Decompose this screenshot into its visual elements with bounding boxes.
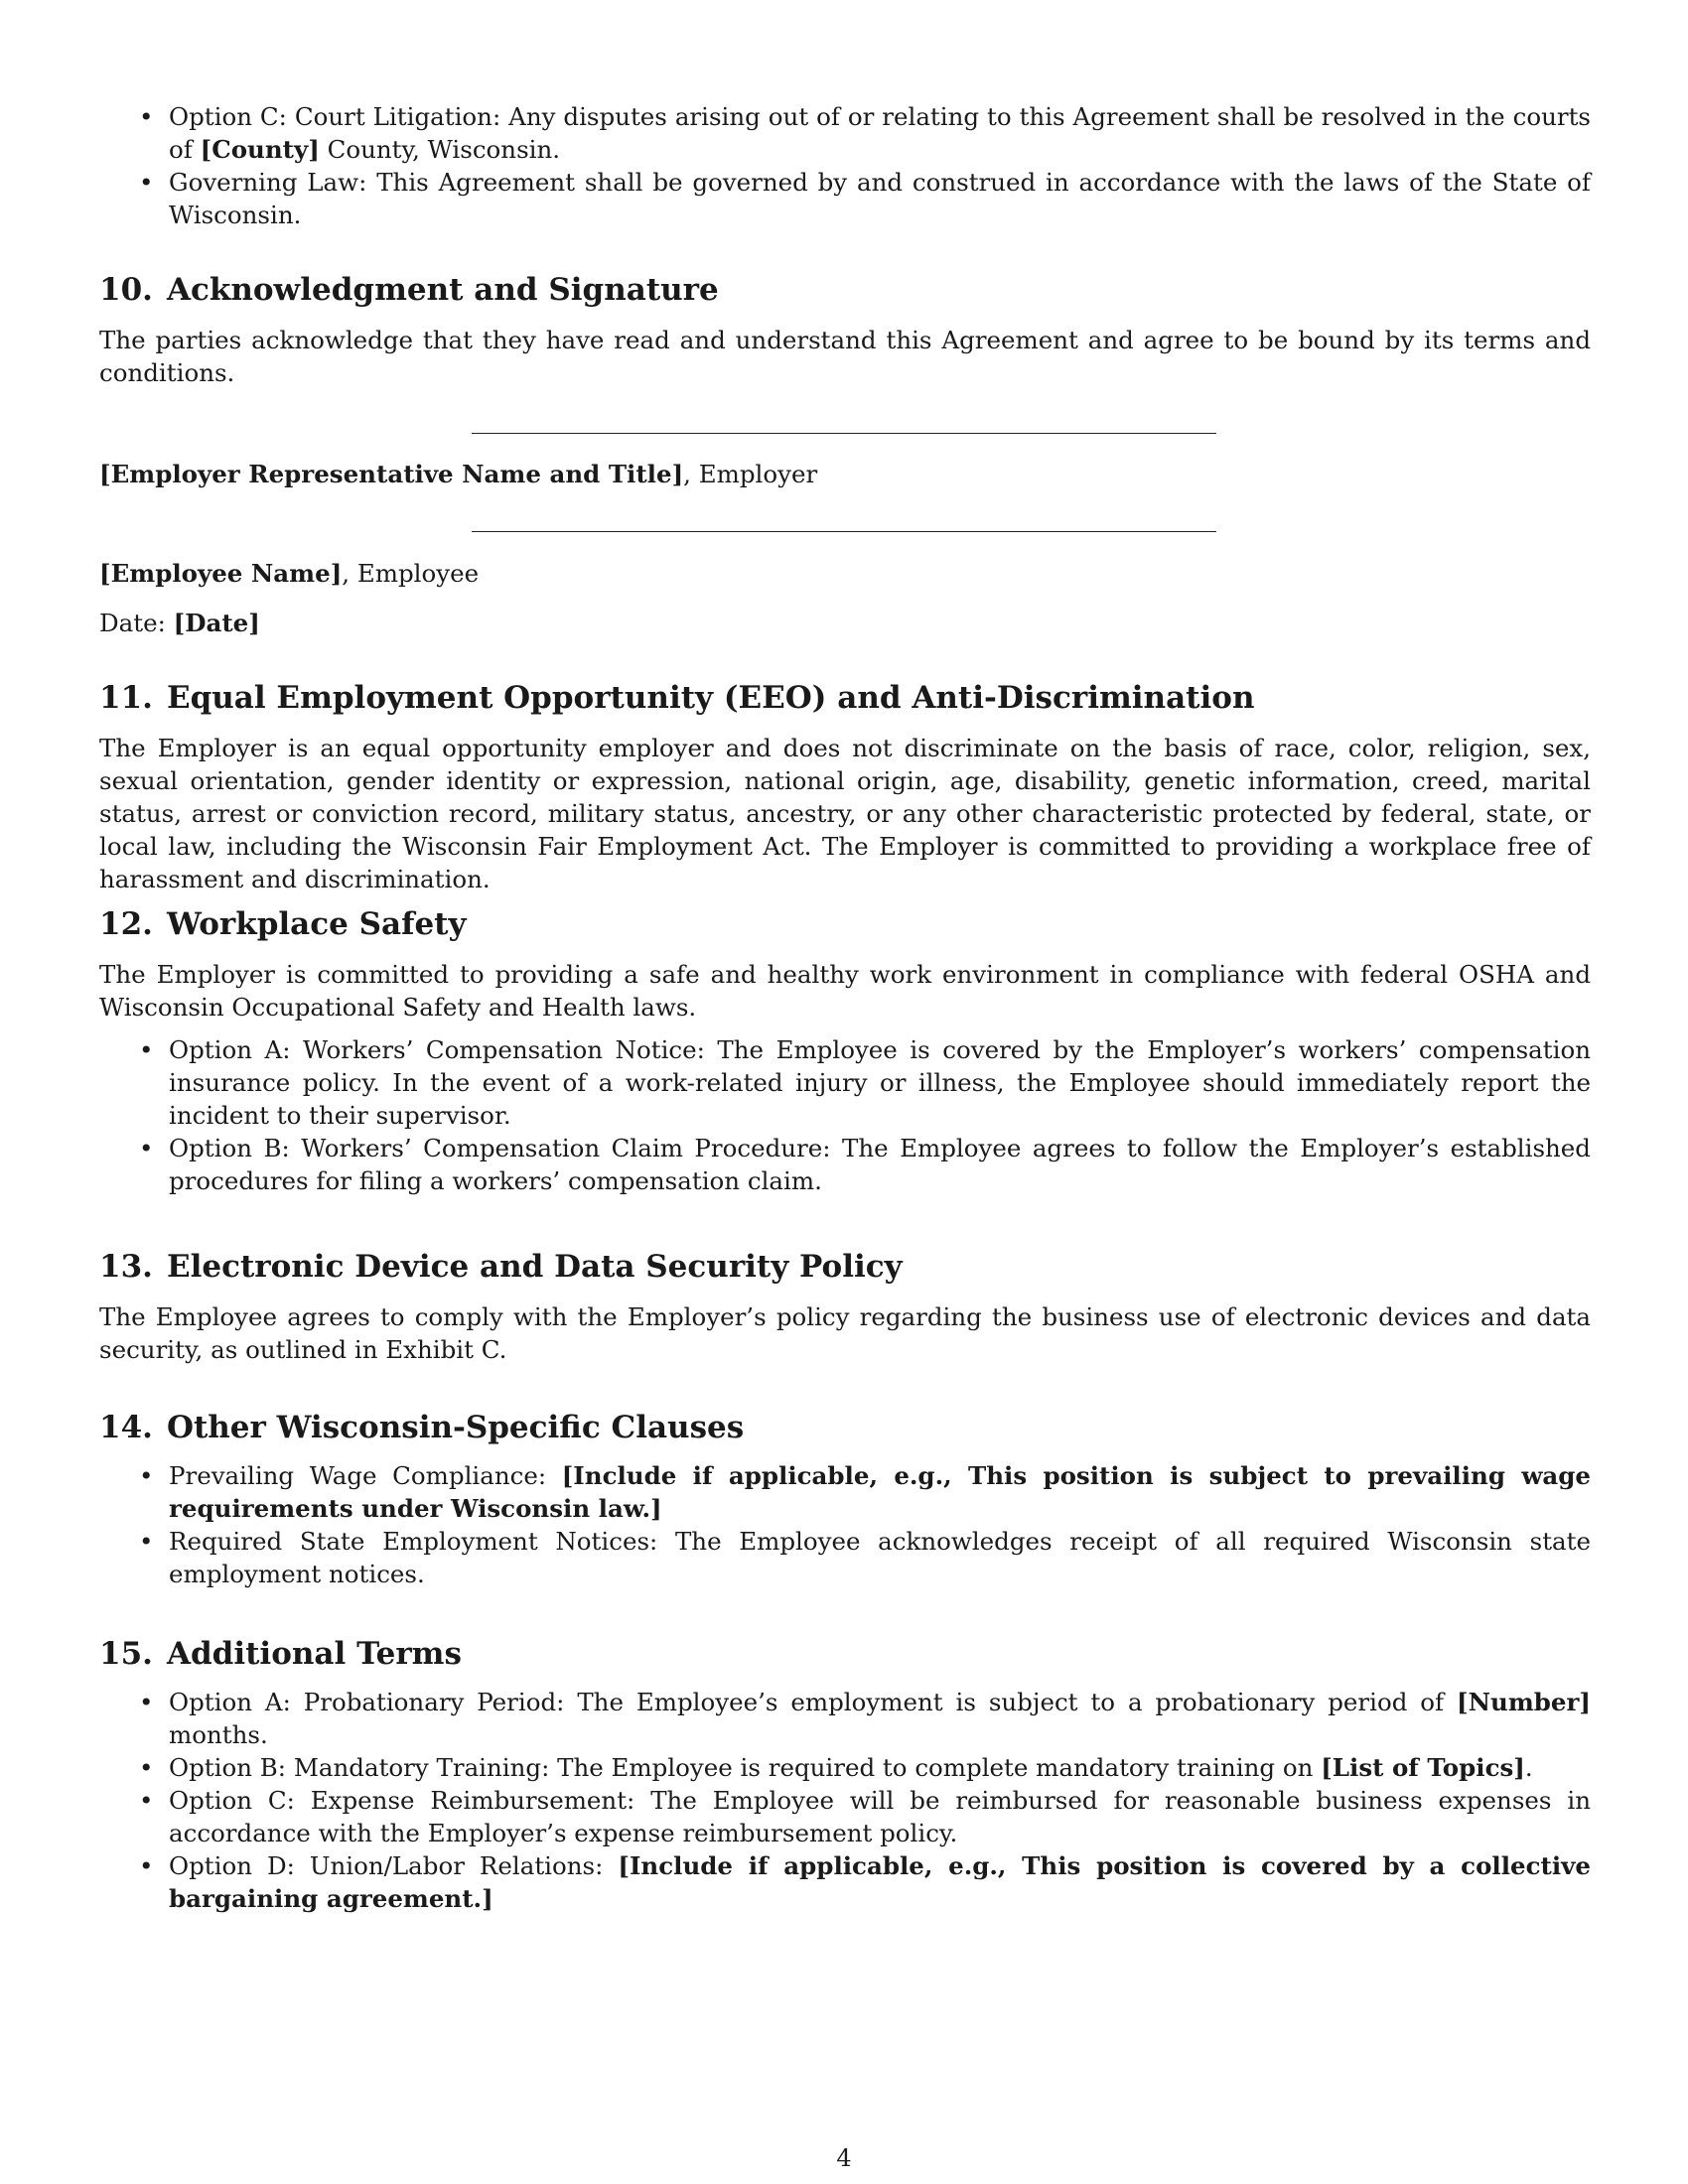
employee-signature-label <box>99 557 1591 590</box>
employer-signature-line <box>472 433 1216 434</box>
list-item <box>169 1033 1591 1132</box>
section-title: Other Wisconsin-Specific Clauses <box>166 1410 745 1445</box>
list-item <box>169 1686 1591 1751</box>
list-item <box>169 1751 1591 1784</box>
section-title: Additional Terms <box>166 1636 462 1672</box>
section-11-block <box>99 678 1591 895</box>
section-12-list <box>99 1033 1591 1197</box>
list-item-pre: Required State Employment Notices: The Employee acknowledges receipt of all required Wisconsin state employment notices. <box>169 1527 1591 1588</box>
section-title: Acknowledgment and Signature <box>166 272 719 308</box>
employer-suffix: , Employer <box>683 460 818 488</box>
employee-suffix: , Employee <box>342 559 480 588</box>
section-number: 15. <box>99 1636 153 1672</box>
list-item <box>169 100 1591 166</box>
list-item-bold: [Number] <box>1457 1688 1591 1716</box>
section-11-heading <box>99 678 1591 718</box>
section-13-block <box>99 1247 1591 1366</box>
section-number: 11. <box>99 680 153 716</box>
list-item-post: . <box>1524 1753 1533 1782</box>
section-15-block <box>99 1634 1591 1915</box>
list-item-pre: Option C: Expense Reimbursement: The Employee will be reimbursed for reasonable business expenses in accordance with the Employer’s expense reimbursement policy. <box>169 1786 1591 1847</box>
list-item-pre: Option A: Probationary Period: The Employee’s employment is subject to a probationary period of <box>169 1688 1458 1716</box>
list-item-bold: [Include if applicable, e.g., This position is covered by a collective bargaining agreement.] <box>169 1851 1591 1913</box>
employer-signature-label <box>99 458 1591 490</box>
list-item <box>169 1525 1591 1590</box>
section-12-heading <box>99 904 1591 944</box>
employee-name-placeholder: [Employee Name] <box>99 559 343 588</box>
list-item-post: County, Wisconsin. <box>319 135 561 164</box>
list-item <box>169 1849 1591 1915</box>
list-item-bold: [County] <box>200 135 320 164</box>
section-number: 14. <box>99 1410 153 1445</box>
date-line <box>99 607 1591 639</box>
section-number: 10. <box>99 272 153 308</box>
section-title: Electronic Device and Data Security Policy <box>166 1249 903 1285</box>
section-14-block <box>99 1408 1591 1590</box>
list-item-pre: Option D: Union/Labor Relations: <box>169 1851 619 1880</box>
section-number: 13. <box>99 1249 153 1285</box>
section-number: 12. <box>99 906 153 942</box>
section-10-block <box>99 270 1591 389</box>
section-9-list-block <box>99 100 1591 231</box>
list-item <box>169 1132 1591 1197</box>
section-13-body: The Employee agrees to comply with the Employer’s policy regarding the business use of electronic devices and data security, as outlined in Exhibit C. <box>99 1302 1591 1364</box>
list-item-pre: Option C: Court Litigation: Any disputes arising out of or relating to this Agreement shall be resolved in the courts of <box>169 102 1591 164</box>
section-14-list <box>99 1459 1591 1590</box>
list-item-pre: Option B: Workers’ Compensation Claim Procedure: The Employee agrees to follow the Employer’s established procedures for filing a workers’ compensation claim. <box>169 1134 1591 1195</box>
section-11-body: The Employer is an equal opportunity employer and does not discriminate on the basis of race, color, religion, sex, sexual orientation, gender identity or expression, national origin, age, disability, genetic information, creed, marital status, arrest or conviction record, military status, ancestry, or any other characteristic protected by federal, state, or local law, including the Wisconsin Fair Employment Act. The Employer is committed to providing a workplace free of harassment and discrimination. <box>99 734 1591 893</box>
list-item-pre: Option B: Mandatory Training: The Employee is required to complete mandatory training on <box>169 1753 1322 1782</box>
date-placeholder: [Date] <box>173 609 260 637</box>
list-item-bold: [List of Topics] <box>1321 1753 1525 1782</box>
section-9-list <box>99 100 1591 231</box>
section-15-list <box>99 1686 1591 1915</box>
list-item-pre: Prevailing Wage Compliance: <box>169 1461 562 1490</box>
list-item-post: months. <box>169 1720 268 1749</box>
section-12-block <box>99 904 1591 1197</box>
section-title: Equal Employment Opportunity (EEO) and Anti-Discrimination <box>166 680 1255 716</box>
employer-name-placeholder: [Employer Representative Name and Title] <box>99 460 684 488</box>
section-13-heading <box>99 1247 1591 1287</box>
list-item-bold: [Include if applicable, e.g., This position is subject to prevailing wage requirements under Wisconsin law.] <box>169 1461 1591 1523</box>
page-number: 4 <box>836 2144 852 2172</box>
section-10-body: The parties acknowledge that they have read and understand this Agreement and agree to be bound by its terms and conditions. <box>99 326 1591 387</box>
section-12-body: The Employer is committed to providing a safe and healthy work environment in compliance with federal OSHA and Wisconsin Occupational Safety and Health laws. <box>99 960 1591 1022</box>
list-item <box>169 1459 1591 1525</box>
section-10-heading <box>99 270 1591 310</box>
date-label: Date: <box>99 609 174 637</box>
list-item <box>169 166 1591 231</box>
section-15-heading <box>99 1634 1591 1674</box>
section-title: Workplace Safety <box>166 906 467 942</box>
list-item-pre: Option A: Workers’ Compensation Notice: The Employee is covered by the Employer’s workers’ compensation insurance policy. In the event of a work-related injury or illness, the Employee should immediately report the incident to their supervisor. <box>169 1035 1591 1130</box>
list-item-pre: Governing Law: This Agreement shall be governed by and construed in accordance with the laws of the State of Wisconsin. <box>169 168 1591 229</box>
employee-signature-line <box>472 531 1216 532</box>
list-item <box>169 1784 1591 1849</box>
section-14-heading <box>99 1408 1591 1447</box>
